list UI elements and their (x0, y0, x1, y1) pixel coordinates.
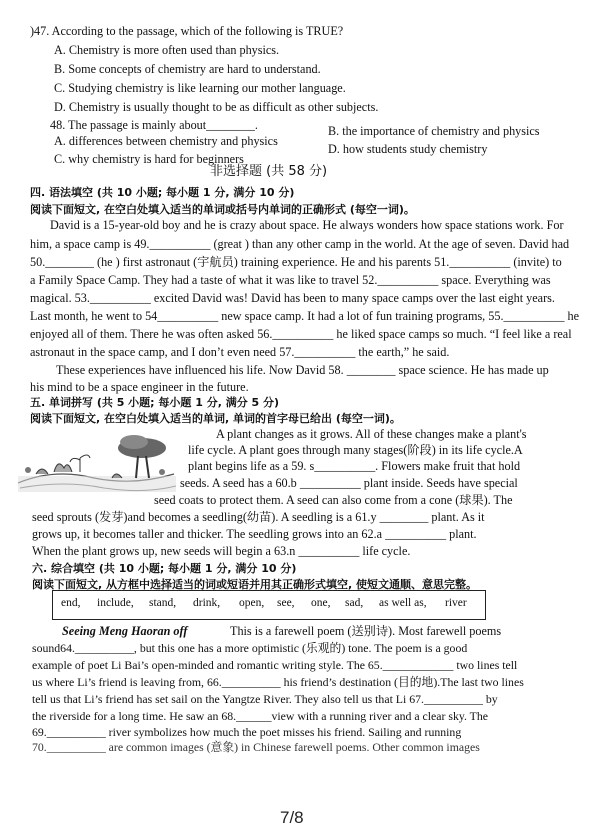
section-6-line: sound64.__________, but this one has a more optimistic (乐观的) tone. The poem is a good (32, 641, 468, 655)
section-4-line: 50.________ (he ) first astronaut (宇航员) training experience. He and his parents 51.__________ (invite) to (30, 255, 562, 269)
word-bank-item: end, (61, 597, 81, 609)
section-5-line: life cycle. A plant goes through many stages(阶段) in its life cycle.A (188, 443, 523, 457)
section-5-line: When the plant grows up, new seeds will begin a 63.n __________ life cycle. (32, 544, 411, 558)
word-bank-item: open, (239, 597, 265, 609)
section-4-line: his mind to be a space engineer in the future. (30, 380, 249, 394)
section-4-line: David is a 15-year-old boy and he is crazy about space. He always wonders how space stations work. For (50, 218, 564, 232)
section-6-instruction: 阅读下面短文, 从方框中选择适当的词或短语并用其正确形式填空, 使短文通顺、意思完整。 (32, 578, 478, 591)
non-choice-section-title: 非选择题 (共 58 分) (210, 164, 328, 179)
section-6-line: us where Li’s friend is leaving from, 66.__________ his friend’s destination (目的地).The last two lines (32, 675, 524, 689)
section-6-line: example of poet Li Bai’s open-minded and romantic writing style. The 65.____________ two lines tell (32, 658, 518, 672)
section-6-line: This is a farewell poem (送别诗). Most farewell poems (230, 624, 502, 638)
word-bank-item: include, (97, 597, 134, 609)
story-title: Seeing Meng Haoran off (62, 624, 188, 638)
section-4-line: him, a space camp is 49.__________ (great ) than any other camp in the world. At the age of seven. David had (30, 237, 570, 251)
word-bank-box (52, 590, 486, 620)
word-bank-item: see, (277, 597, 295, 609)
section-4-line: magical. 53.__________ excited David was! David has been to many space camps over the last eight years. (30, 291, 555, 305)
section-4-line: enjoyed all of them. There he was often asked 56.__________ he liked space camps so much. “I feel like a real (30, 327, 572, 341)
word-bank-item: one, (311, 597, 331, 609)
q47-option-d: D. Chemistry is usually thought to be as difficult as other subjects. (54, 100, 379, 114)
page-number: 7/8 (280, 808, 304, 827)
section-5-line: seeds. A seed has a 60.b __________ plant inside. Seeds have special (180, 476, 518, 490)
section-4-line: Last month, he went to 54__________ new space camp. It had a lot of fun training programs, 55.__________ he (30, 309, 580, 323)
section-4-line: These experiences have influenced his life. Now David 58. ________ space science. He has made up (56, 363, 549, 377)
section-6-line: tell us that Li’s friend has set sail on the Yangtze River. They also tell us that Li 67.__________ by (32, 692, 498, 706)
q47-stem: )47. According to the passage, which of the following is TRUE? (30, 24, 344, 38)
section-4-heading: 四. 语法填空 (共 10 小题; 每小题 1 分, 满分 10 分) (30, 186, 295, 199)
q47-option-a: A. Chemistry is more often used than physics. (54, 43, 280, 57)
q48-option-c: C. why chemistry is hard for beginners (54, 152, 244, 166)
plant-growth-illustration (14, 428, 182, 500)
q47-option-c: C. Studying chemistry is like learning our mother language. (54, 81, 346, 95)
word-bank-item: sad, (345, 597, 364, 609)
q48-option-d: D. how students study chemistry (328, 142, 488, 156)
q48-stem: 48. The passage is mainly about________. (50, 118, 258, 132)
word-bank-item: stand, (149, 597, 177, 609)
section-4-instruction: 阅读下面短文, 在空白处填入适当的单词或括号内单词的正确形式 (每空一词)。 (30, 203, 415, 216)
word-bank-item: river (445, 597, 467, 609)
section-4-line: astronaut in the space camp, and I don’t even need 57.__________ the earth,” he said. (30, 345, 450, 359)
section-5-line: seed coats to protect them. A seed can also come from a cone (球果). The (154, 493, 513, 507)
section-5-instruction: 阅读下面短文, 在空白处填入适当的单词, 单词的首字母已给出 (每空一词)。 (30, 412, 401, 425)
section-6-line: 70.__________ are common images (意象) in Chinese farewell poems. Other common images (32, 740, 480, 754)
q48-option-b: B. the importance of chemistry and physics (328, 124, 540, 138)
section-5-line: A plant changes as it grows. All of these changes make a plant's (216, 427, 527, 441)
section-6-heading: 六. 综合填空 (共 10 小题; 每小题 1 分, 满分 10 分) (32, 562, 297, 575)
word-bank-item: drink, (193, 597, 221, 609)
section-5-line: plant begins life as a 59. s__________. Flowers make fruit that hold (188, 459, 521, 473)
section-4-line: a Family Space Camp. They had a taste of what it was like to travel 52.__________ space. Everything was (30, 273, 551, 287)
section-5-line: seed sprouts (发芽)and becomes a seedling(幼苗). A seedling is a 61.y ________ plant. As it (32, 510, 485, 524)
section-5-heading: 五. 单词拼写 (共 5 小题; 每小题 1 分, 满分 5 分) (30, 396, 280, 409)
q48-option-a: A. differences between chemistry and physics (54, 134, 278, 148)
section-6-line: 69.__________ river symbolizes how much the poet misses his friend. Sailing and running (32, 725, 462, 739)
word-bank-item: as well as, (379, 597, 427, 609)
q47-option-b: B. Some concepts of chemistry are hard to understand. (54, 62, 321, 76)
section-5-line: grows up, it becomes taller and thicker. The seedling grows into an 62.a __________ plant. (32, 527, 477, 541)
section-6-line: the riverside for a long time. He saw an 68.______view with a running river and a clear sky. The (32, 709, 489, 723)
